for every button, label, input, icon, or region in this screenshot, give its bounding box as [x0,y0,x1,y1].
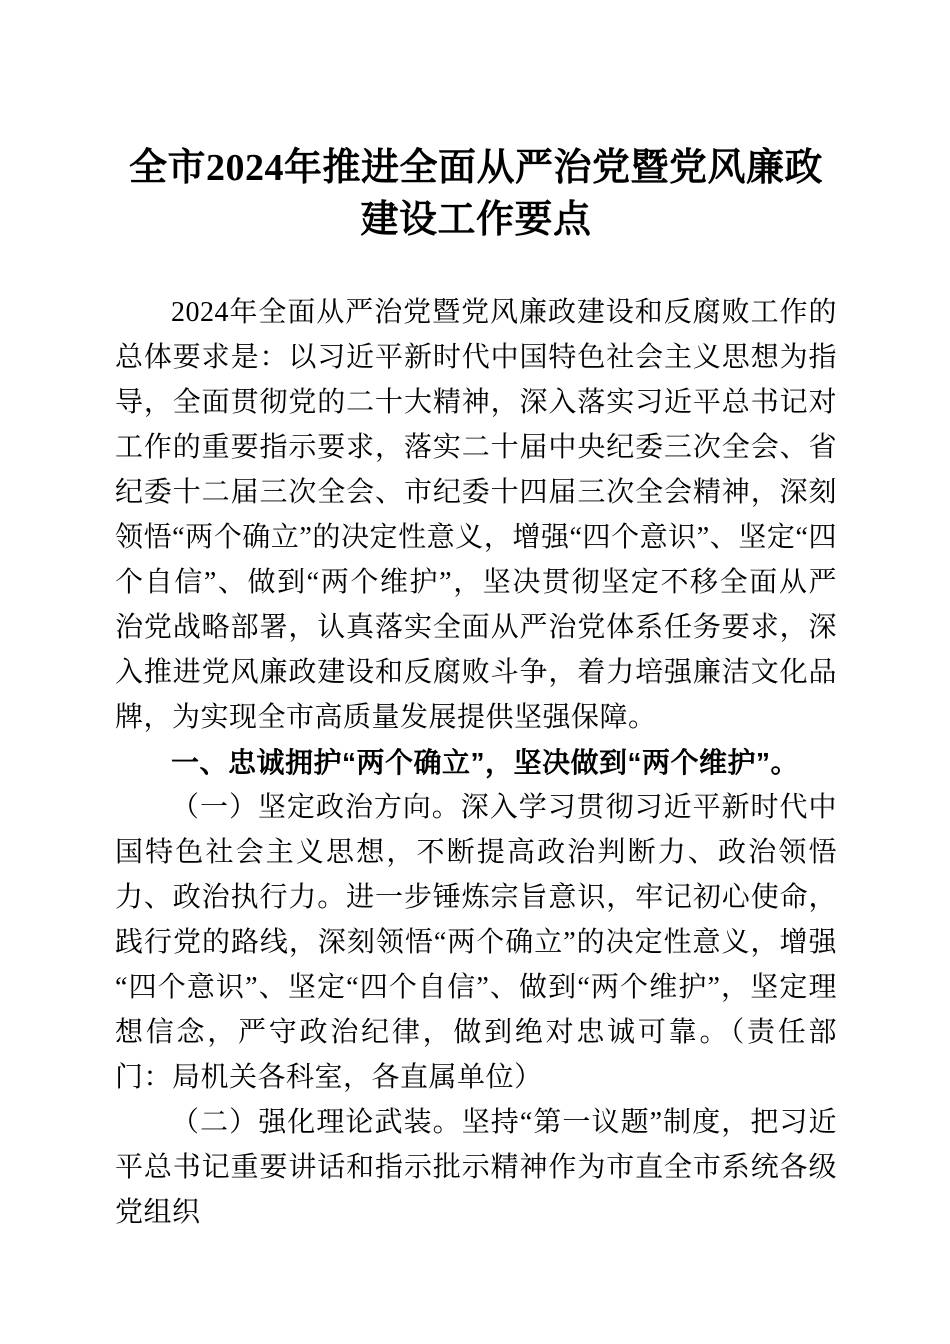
item-text-2: 坚持“第一议题”制度，把习近平总书记重要讲话和指示批示精神作为市直全市系统各级党组织 [115,1107,837,1228]
item-paragraph-1 [115,785,837,1100]
item-text-1: 深入学习贯彻习近平新时代中国特色社会主义思想，不断提高政治判断力、政治领悟力、政治执行力。进一步锤炼宗旨意识，牢记初心使命，践行党的路线，深刻领悟“两个确立”的决定性意义，增强“四个意识”、坚定“四个自信”、做到“两个维护”，坚定理想信念，严守政治纪律，做到绝对忠诚可靠。（责任部门：局机关各科室，各直属单位） [115,792,837,1093]
section-heading: 一、忠诚拥护“两个确立”，坚决做到“两个维护”。 [171,747,800,778]
item-lead-2: （二）强化理论武装。 [171,1107,462,1138]
item-lead-1: （一）坚定政治方向。 [171,792,461,823]
item-paragraph-2 [115,1100,837,1235]
intro-paragraph: 2024年全面从严治党暨党风廉政建设和反腐败工作的总体要求是：以习近平新时代中国特色社会主义思想为指导，全面贯彻党的二十大精神，深入落实习近平总书记对工作的重要指示要求，落实二十届中央纪委三次全会、省纪委十二届三次全会、市纪委十四届三次全会精神，深刻领悟“两个确立”的决定性意义，增强“四个意识”、坚定“四个自信”、做到“两个维护”，坚决贯彻坚定不移全面从严治党战略部署，认真落实全面从严治党体系任务要求，深入推进党风廉政建设和反腐败斗争，着力培强廉洁文化品牌，为实现全市高质量发展提供坚强保障。 [115,297,837,733]
document-title: 全市2024年推进全面从严治党暨党风廉政建设工作要点 [128,147,823,241]
